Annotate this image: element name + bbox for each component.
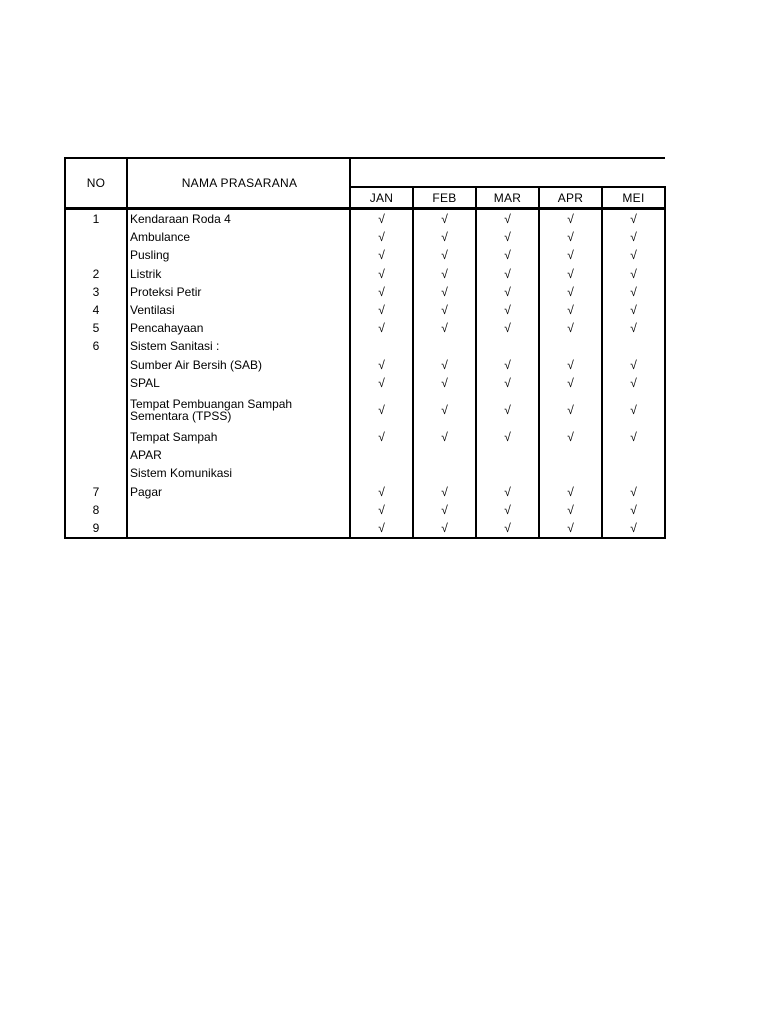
table-row — [65, 283, 665, 301]
check-feb: √ — [413, 356, 476, 374]
row-nama — [127, 392, 350, 428]
check-jan — [350, 337, 413, 355]
check-apr: √ — [539, 392, 602, 428]
check-jan: √ — [350, 374, 413, 392]
table-body — [65, 209, 665, 539]
check-apr: √ — [539, 428, 602, 446]
check-mar — [476, 446, 539, 464]
check-mei: √ — [602, 209, 665, 229]
check-mei — [602, 446, 665, 464]
check-mar — [476, 464, 539, 482]
check-mei: √ — [602, 482, 665, 500]
check-jan — [350, 464, 413, 482]
check-mei: √ — [602, 428, 665, 446]
row-nama-text: Tempat Pembuangan Sampah Sementara (TPSS) — [130, 396, 293, 423]
check-apr: √ — [539, 482, 602, 500]
check-mei — [602, 464, 665, 482]
check-jan: √ — [350, 482, 413, 500]
check-feb — [413, 446, 476, 464]
table-row — [65, 464, 665, 482]
row-no — [65, 428, 127, 446]
check-apr: √ — [539, 283, 602, 301]
check-mar: √ — [476, 209, 539, 229]
table-row — [65, 246, 665, 264]
check-feb: √ — [413, 301, 476, 319]
check-feb: √ — [413, 246, 476, 264]
row-nama: Ambulance — [127, 228, 350, 246]
check-mar: √ — [476, 319, 539, 337]
check-mei: √ — [602, 301, 665, 319]
row-nama: Proteksi Petir — [127, 283, 350, 301]
check-mar: √ — [476, 228, 539, 246]
check-mar: √ — [476, 501, 539, 519]
row-no: 5 — [65, 319, 127, 337]
table-row — [65, 337, 665, 355]
check-mei: √ — [602, 519, 665, 538]
check-mei: √ — [602, 283, 665, 301]
check-apr: √ — [539, 519, 602, 538]
check-feb: √ — [413, 392, 476, 428]
check-mei: √ — [602, 501, 665, 519]
check-jan: √ — [350, 392, 413, 428]
row-nama: SPAL — [127, 374, 350, 392]
header-no: NO — [65, 158, 127, 209]
check-apr: √ — [539, 301, 602, 319]
check-mar: √ — [476, 392, 539, 428]
header-month-jan: JAN — [350, 187, 413, 209]
check-apr: √ — [539, 356, 602, 374]
row-nama: Ventilasi — [127, 301, 350, 319]
check-feb — [413, 337, 476, 355]
table-row — [65, 392, 665, 428]
row-no: 4 — [65, 301, 127, 319]
prasarana-table — [64, 157, 666, 539]
check-mar: √ — [476, 301, 539, 319]
header-month-group — [350, 158, 665, 187]
row-no: 9 — [65, 519, 127, 538]
check-mei: √ — [602, 246, 665, 264]
row-nama: Sistem Sanitasi : — [127, 337, 350, 355]
check-mei: √ — [602, 374, 665, 392]
row-nama: Pencahayaan — [127, 319, 350, 337]
check-feb: √ — [413, 283, 476, 301]
table-row — [65, 446, 665, 464]
check-jan: √ — [350, 246, 413, 264]
check-jan: √ — [350, 428, 413, 446]
check-feb: √ — [413, 482, 476, 500]
row-nama: Pagar — [127, 482, 350, 500]
row-nama: Sumber Air Bersih (SAB) — [127, 356, 350, 374]
row-no — [65, 228, 127, 246]
check-feb: √ — [413, 265, 476, 283]
table-row — [65, 265, 665, 283]
table-row — [65, 428, 665, 446]
row-no: 2 — [65, 265, 127, 283]
check-apr: √ — [539, 246, 602, 264]
row-no: 8 — [65, 501, 127, 519]
table-row — [65, 519, 665, 538]
row-nama: APAR — [127, 446, 350, 464]
check-feb: √ — [413, 374, 476, 392]
row-no: 1 — [65, 209, 127, 229]
check-jan: √ — [350, 228, 413, 246]
header-month-apr: APR — [539, 187, 602, 209]
row-no: 3 — [65, 283, 127, 301]
check-mar: √ — [476, 482, 539, 500]
table-row — [65, 209, 665, 229]
table-row — [65, 228, 665, 246]
table-row — [65, 301, 665, 319]
check-feb — [413, 464, 476, 482]
check-jan: √ — [350, 319, 413, 337]
check-jan: √ — [350, 501, 413, 519]
row-no: 6 — [65, 337, 127, 355]
row-nama: Pusling — [127, 246, 350, 264]
check-feb: √ — [413, 209, 476, 229]
check-mar: √ — [476, 265, 539, 283]
row-no — [65, 392, 127, 428]
check-mar: √ — [476, 283, 539, 301]
check-jan: √ — [350, 209, 413, 229]
table-row — [65, 501, 665, 519]
check-mar: √ — [476, 374, 539, 392]
check-apr: √ — [539, 228, 602, 246]
check-mar: √ — [476, 356, 539, 374]
check-apr: √ — [539, 209, 602, 229]
check-jan: √ — [350, 301, 413, 319]
check-jan: √ — [350, 519, 413, 538]
check-apr — [539, 464, 602, 482]
check-jan — [350, 446, 413, 464]
check-mei: √ — [602, 228, 665, 246]
row-nama: Kendaraan Roda 4 — [127, 209, 350, 229]
check-apr — [539, 446, 602, 464]
check-feb: √ — [413, 501, 476, 519]
check-jan: √ — [350, 356, 413, 374]
check-mei: √ — [602, 356, 665, 374]
row-no — [65, 464, 127, 482]
check-feb: √ — [413, 319, 476, 337]
table-row — [65, 482, 665, 500]
row-nama — [127, 501, 350, 519]
row-no — [65, 374, 127, 392]
row-nama — [127, 519, 350, 538]
header-row-top — [65, 158, 665, 187]
check-apr: √ — [539, 265, 602, 283]
check-feb: √ — [413, 428, 476, 446]
header-nama-prasarana: NAMA PRASARANA — [127, 158, 350, 209]
check-mar — [476, 337, 539, 355]
prasarana-table-container — [64, 157, 666, 539]
row-nama: Listrik — [127, 265, 350, 283]
table-row — [65, 356, 665, 374]
row-nama: Sistem Komunikasi — [127, 464, 350, 482]
check-apr: √ — [539, 319, 602, 337]
check-apr: √ — [539, 374, 602, 392]
check-mei: √ — [602, 392, 665, 428]
check-feb: √ — [413, 519, 476, 538]
row-no — [65, 356, 127, 374]
table-row — [65, 374, 665, 392]
header-month-mar: MAR — [476, 187, 539, 209]
check-mei: √ — [602, 265, 665, 283]
row-nama: Tempat Sampah — [127, 428, 350, 446]
row-no — [65, 446, 127, 464]
check-mei: √ — [602, 319, 665, 337]
header-month-feb: FEB — [413, 187, 476, 209]
check-mar: √ — [476, 519, 539, 538]
check-mei — [602, 337, 665, 355]
check-feb: √ — [413, 228, 476, 246]
check-mar: √ — [476, 428, 539, 446]
check-mar: √ — [476, 246, 539, 264]
row-no: 7 — [65, 482, 127, 500]
check-jan: √ — [350, 283, 413, 301]
header-month-mei: MEI — [602, 187, 665, 209]
check-apr — [539, 337, 602, 355]
table-row — [65, 319, 665, 337]
row-no — [65, 246, 127, 264]
check-apr: √ — [539, 501, 602, 519]
check-jan: √ — [350, 265, 413, 283]
